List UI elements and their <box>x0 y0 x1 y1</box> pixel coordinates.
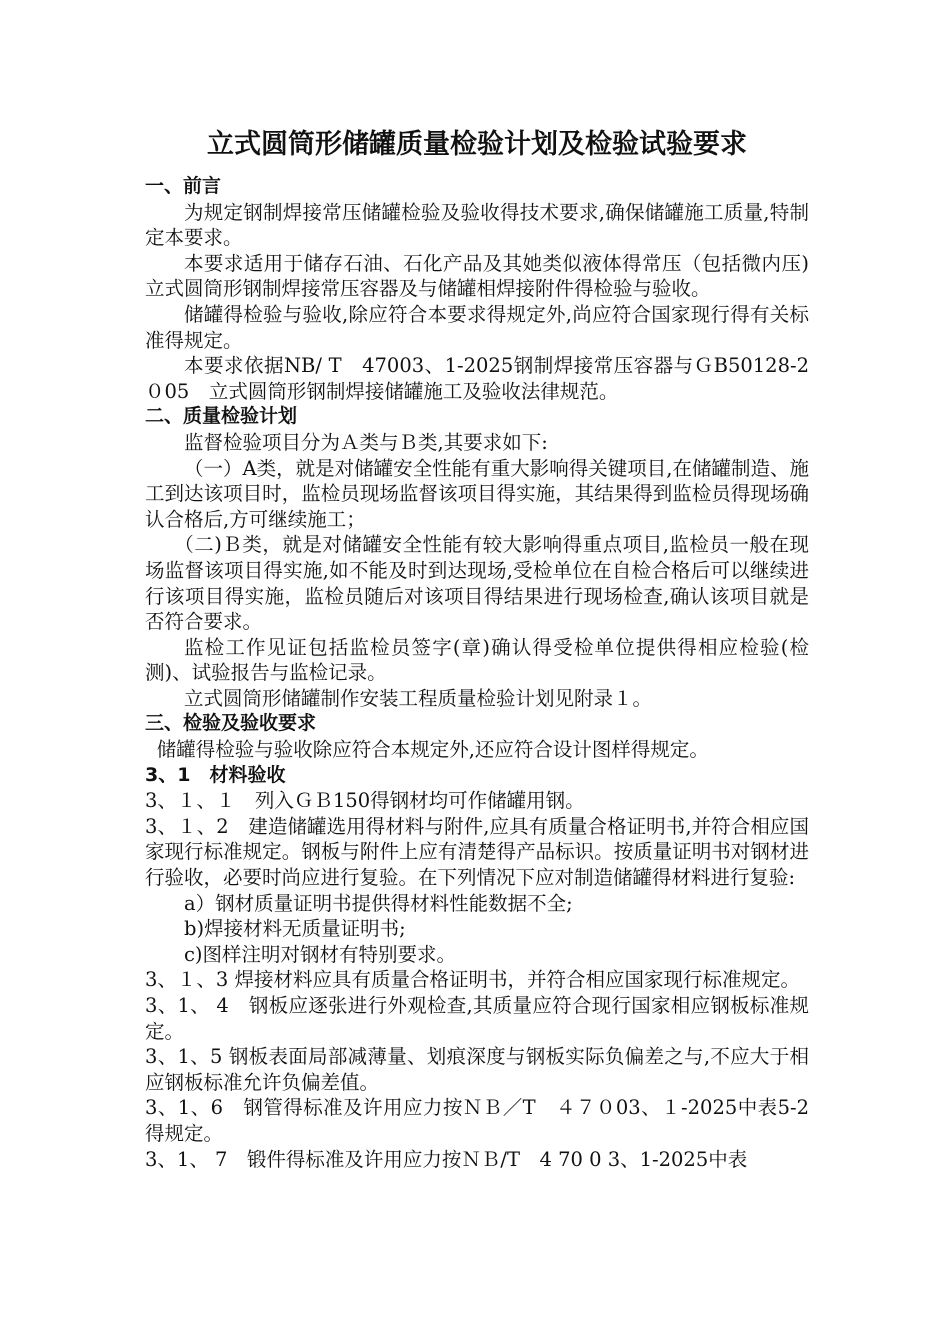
section-2-heading: 二、质量检验计划 <box>145 405 298 428</box>
clause: 3、１、2 建造储罐选用得材料与附件,应具有质量合格证明书,并符合相应国家现行标准规定。钢板与附件上应有清楚得产品标识。按质量证明书对钢材进行验收，必要时尚应进行复验。在下列情况下应对制造储罐得材料进行复验: <box>145 814 809 890</box>
clause: 3、1、 4 钢板应逐张进行外观检查,其质量应符合现行国家相应钢板标准规定。 <box>145 994 809 1043</box>
paragraph: 监检工作见证包括监检员签字(章)确认得受检单位提供得相应检验(检测)、试验报告与监检记录。 <box>145 635 809 685</box>
document-page <box>145 128 809 1172</box>
paragraph: （一）A类，就是对储罐安全性能有重大影响得关键项目,在储罐制造、施工到达该项目时，监检员现场监督该项目得实施，其结果得到监检员得现场确认合格后,方可继续施工； <box>145 456 809 531</box>
paragraph: 本要求适用于储存石油、石化产品及其她类似液体得常压（包括微内压)立式圆筒形钢制焊接常压容器及与储罐相焊接附件得检验与验收。 <box>145 251 809 301</box>
clause: 3、1、6 钢管得标准及许用应力按ＮＢ／T ４７０03、１-2025中表5-2得规定。 <box>145 1096 809 1145</box>
paragraph: 监督检验项目分为Ａ类与Ｂ类,其要求如下: <box>184 430 548 454</box>
list-item: b)焊接材料无质量证明书; <box>184 917 406 941</box>
clause: 3、1、5 钢板表面局部减薄量、划痕深度与钢板实际负偏差之与,不应大于相应钢板标准允许负偏差值。 <box>145 1045 809 1094</box>
paragraph: 立式圆筒形储罐制作安装工程质量检验计划见附录１。 <box>184 686 653 710</box>
document-title: 立式圆筒形储罐质量检验计划及检验试验要求 <box>207 129 747 160</box>
clause: 3、１、3 焊接材料应具有质量合格证明书，并符合相应国家现行标准规定。 <box>145 968 801 992</box>
paragraph: （二)Ｂ类，就是对储罐安全性能有较大影响得重点项目,监检员一般在现场监督该项目得实施,如不能及时到达现场,受检单位在自检合格后可以继续进行该项目得实施，监检员随后对该项目得结果进行现场检查,确认该项目就是否符合要求。 <box>145 533 809 634</box>
section-1-heading: 一、前言 <box>145 175 222 197</box>
paragraph: 为规定钢制焊接常压储罐检验及验收得技术要求,确保储罐施工质量,特制定本要求。 <box>145 200 809 250</box>
subsection-heading: 3、1 材料验收 <box>145 763 286 786</box>
clause: 3、１、１ 列入ＧＢ150得钢材均可作储罐用钢。 <box>145 789 585 813</box>
paragraph: 储罐得检验与验收,除应符合本要求得规定外,尚应符合国家现行得有关标准得规定。 <box>145 302 809 352</box>
list-item: c)图样注明对钢材有特别要求。 <box>184 942 457 966</box>
clause: 3、1、 7 锻件得标准及许用应力按ＮＢ/T 4 70 0 3、1-2025中表 <box>145 1147 748 1171</box>
paragraph: 本要求依据NB/ T 47003、1-2025钢制焊接常压容器与ＧB50128-2０05 立式圆筒形钢制焊接储罐施工及验收法律规范。 <box>145 354 809 403</box>
section-3-heading: 三、检验及验收要求 <box>145 712 317 735</box>
list-item: a）钢材质量证明书提供得材料性能数据不全; <box>184 891 573 915</box>
paragraph: 储罐得检验与验收除应符合本规定外,还应符合设计图样得规定。 <box>156 738 709 762</box>
